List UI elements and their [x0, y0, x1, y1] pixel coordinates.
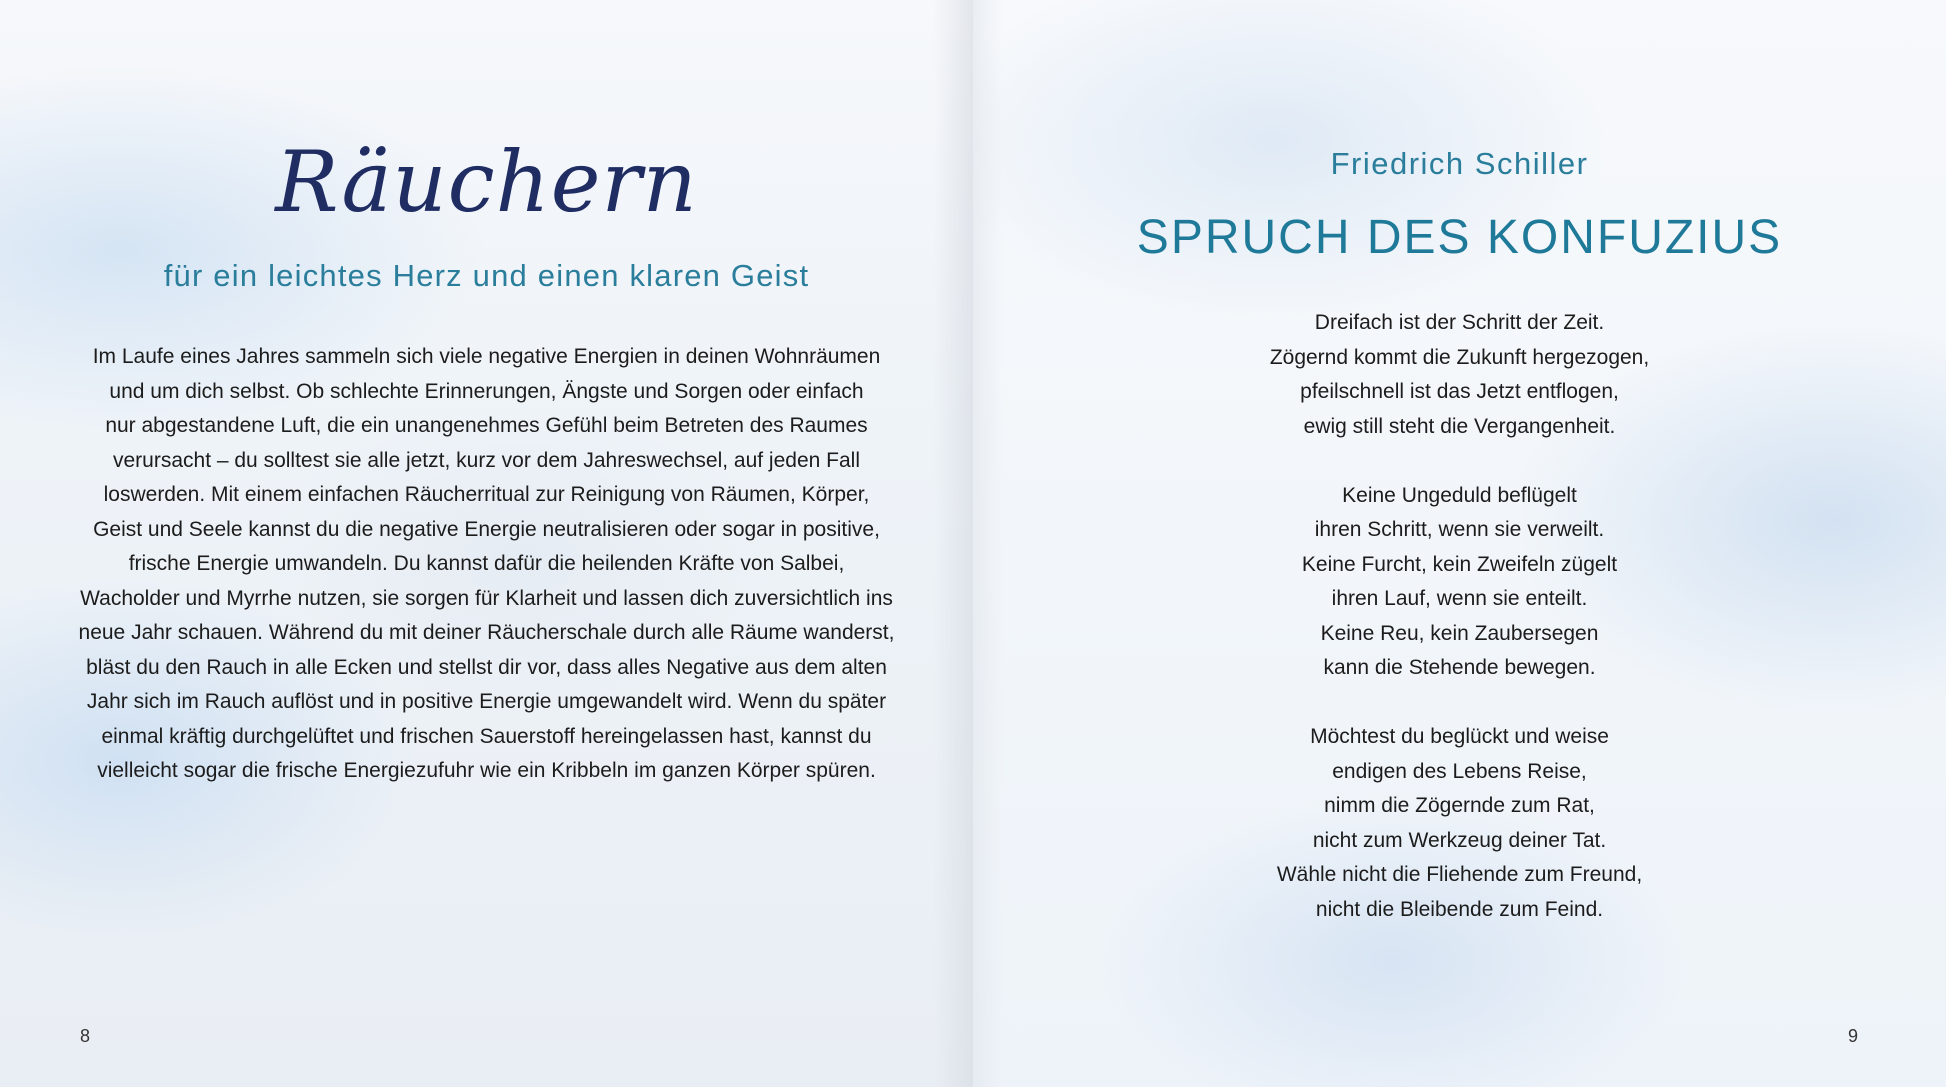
body-line: neue Jahr schauen. Während du mit deiner Räucherschale durch alle Räume wanderst,	[78, 621, 895, 644]
body-line: Im Laufe eines Jahres sammeln sich viele negative Energien in deinen Wohnräumen	[92, 345, 881, 368]
poem-stanza	[973, 720, 1946, 927]
poem-title: SPRUCH DES KONFUZIUS	[1136, 211, 1783, 264]
page-number-right: 9	[1847, 1026, 1858, 1046]
body-line: verursacht – du solltest sie alle jetzt, kurz vor dem Jahreswechsel, auf jeden Fall	[112, 448, 860, 472]
body-line: bläst du den Rauch in alle Ecken und stellst dir vor, dass alles Negative aus dem alten	[86, 655, 887, 679]
poem-line: Keine Furcht, kein Zweifeln zügelt	[1301, 552, 1618, 576]
poem-line: Dreifach ist der Schritt der Zeit.	[1314, 311, 1605, 334]
poem-stanza	[973, 479, 1946, 686]
body-paragraph	[40, 340, 933, 789]
poem-line: Wähle nicht die Fliehende zum Freund,	[1276, 863, 1643, 886]
body-line: frische Energie umwandeln. Du kannst dafür die heilenden Kräfte von Salbei,	[128, 552, 845, 575]
poem-stanza	[973, 306, 1946, 444]
body-line: einmal kräftig durchgelüftet und frischen Sauerstoff hereingelassen hast, kannst du	[101, 724, 872, 748]
poem-author: Friedrich Schiller	[1330, 146, 1589, 181]
body-line: nur abgestandene Luft, die ein unangenehmes Gefühl beim Betreten des Raumes	[105, 414, 868, 437]
poem-line: nimm die Zögernde zum Rat,	[1324, 794, 1595, 817]
body-line: und um dich selbst. Ob schlechte Erinnerungen, Ängste und Sorgen oder einfach	[109, 379, 864, 403]
poem-line: kann die Stehende bewegen.	[1323, 656, 1596, 679]
poem-line: endigen des Lebens Reise,	[1332, 759, 1587, 783]
body-line: Jahr sich im Rauch auflöst und in positive Energie umgewandelt wird. Wenn du später	[86, 690, 887, 713]
poem-line: Keine Reu, kein Zaubersegen	[1320, 621, 1599, 645]
body-line: Geist und Seele kannst du die negative Energie neutralisieren oder sogar in positive,	[93, 517, 880, 541]
right-page	[973, 0, 1946, 1087]
poem-line: nicht die Bleibende zum Feind.	[1315, 897, 1604, 921]
page-title: Räuchern	[275, 133, 698, 231]
poem-line: ewig still steht die Vergangenheit.	[1303, 414, 1616, 438]
poem-line: ihren Lauf, wenn sie enteilt.	[1331, 587, 1588, 610]
poem	[973, 306, 1946, 962]
body-line: loswerden. Mit einem einfachen Räucherritual zur Reinigung von Räumen, Körper,	[103, 483, 870, 506]
page-number-left: 8	[80, 1026, 91, 1046]
poem-line: nicht zum Werkzeug deiner Tat.	[1312, 828, 1607, 852]
body-line: vielleicht sogar die frische Energiezufuhr wie ein Kribbeln im ganzen Körper spüren.	[97, 759, 876, 782]
poem-line: pfeilschnell ist das Jetzt entflogen,	[1300, 380, 1619, 403]
poem-line: ihren Schritt, wenn sie verweilt.	[1314, 518, 1605, 541]
poem-line: Keine Ungeduld beflügelt	[1342, 483, 1577, 507]
poem-line: Zögernd kommt die Zukunft hergezogen,	[1269, 345, 1650, 369]
body-line: Wacholder und Myrrhe nutzen, sie sorgen für Klarheit und lassen dich zuversichtlich ins	[80, 586, 893, 610]
page-subtitle: für ein leichtes Herz und einen klaren Geist	[163, 258, 810, 293]
poem-line: Möchtest du beglückt und weise	[1310, 725, 1609, 748]
